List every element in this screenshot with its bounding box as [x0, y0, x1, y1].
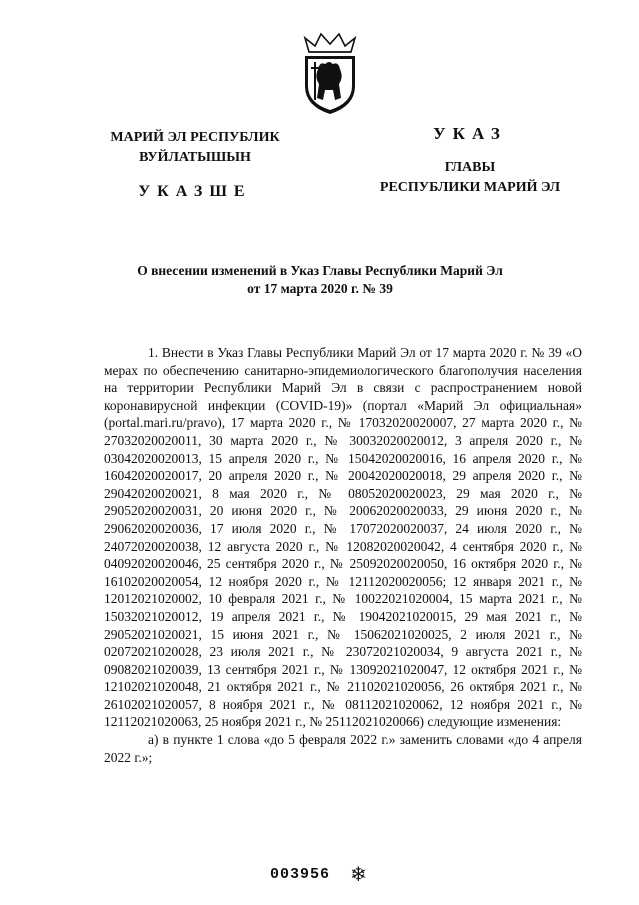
header-right-line3: РЕСПУБЛИКИ МАРИЙ ЭЛ — [379, 180, 561, 195]
document-title — [60, 262, 580, 298]
coat-of-arms-emblem — [297, 30, 363, 116]
snowflake-icon: ❄ — [350, 862, 367, 886]
header-right-line2: ГЛАВЫ — [444, 160, 496, 175]
header-left-line1: МАРИЙ ЭЛ РЕСПУБЛИК — [110, 130, 280, 145]
header-right-decree-word: УКАЗ — [433, 124, 507, 143]
serial-number: 003956 — [270, 866, 331, 883]
header-right-block — [340, 124, 600, 198]
body-paragraph-2: а) в пункте 1 слова «до 5 февраля 2022 г.» заменить словами «до 4 апреля 2022 г.»; — [104, 732, 582, 765]
body-paragraph-1: 1. Внести в Указ Главы Республики Марий Эл от 17 марта 2020 г. № 39 «О мерах по обеспечению санитарно-эпидемиологического благополучия населения на территории Республики Марий Эл в связи с распространением новой коронавирусной инфекции (COVID-19)» (портал «Марий Эл официальная» (portal.mari.ru/pravo), 17 марта 2020 г., № 17032020020007, 27 марта 2020 г., № 27032020020011, 30 марта 2020 г., № 30032020020012, 3 апреля 2020 г., № 03042020020013, 15 апреля 2020 г., № 15042020020016, 16 апреля 2020 г., № 16042020020017, 20 апреля 2020 г., № 20042020020018, 29 апреля 2020 г., № 29042020020021, 8 мая 2020 г., № 08052020020023, 29 мая 2020 г., № 29052020020031, 20 июня 2020 г., № 20062020020033, 29 июня 2020 г., № 29062020020036, 17 июля 2020 г., № 17072020020037, 24 июля 2020 г., № 24072020020038, 12 августа 2020 г., № 12082020020042, 4 сентября 2020 г., № 04092020020046, 25 сентября 2020 г., № 25092020020050, 16 октября 2020 г., № 16102020020054, 12 ноября 2020 г., № 12112020020056; 12 января 2021 г., № 12012021020002, 10 февраля 2021 г., № 10022021020004, 15 марта 2021 г., № 15032021020012, 19 апреля 2021 г., № 19042021020015, 29 мая 2021 г., № 29052021020021, 15 июня 2021 г., № 15062021020025, 2 июля 2021 г., № 02072021020028, 23 июля 2021 г., № 23072021020034, 9 августа 2021 г., № 09082021020039, 13 сентября 2021 г., № 13092021020047, 12 октября 2021 г., № 12102021020048, 21 октября 2021 г., № 21102021020056, 26 октября 2021 г., № 26102021020057, 8 ноября 2021 г., № 08112021020062, 12 ноября 2021 г., № 12112021020063, 25 ноября 2021 г., № 25112021020066) следующие изменения: — [104, 345, 582, 730]
title-line1: О внесении изменений в Указ Главы Республики Марий Эл — [137, 263, 503, 278]
header-left-line2: ВУЙЛАТЫШЫН — [139, 150, 251, 165]
header-left-decree-word: УКАЗШЕ — [138, 183, 252, 200]
header-left-block — [70, 128, 320, 202]
document-body — [104, 344, 582, 766]
title-line2: от 17 марта 2020 г. № 39 — [247, 281, 393, 296]
